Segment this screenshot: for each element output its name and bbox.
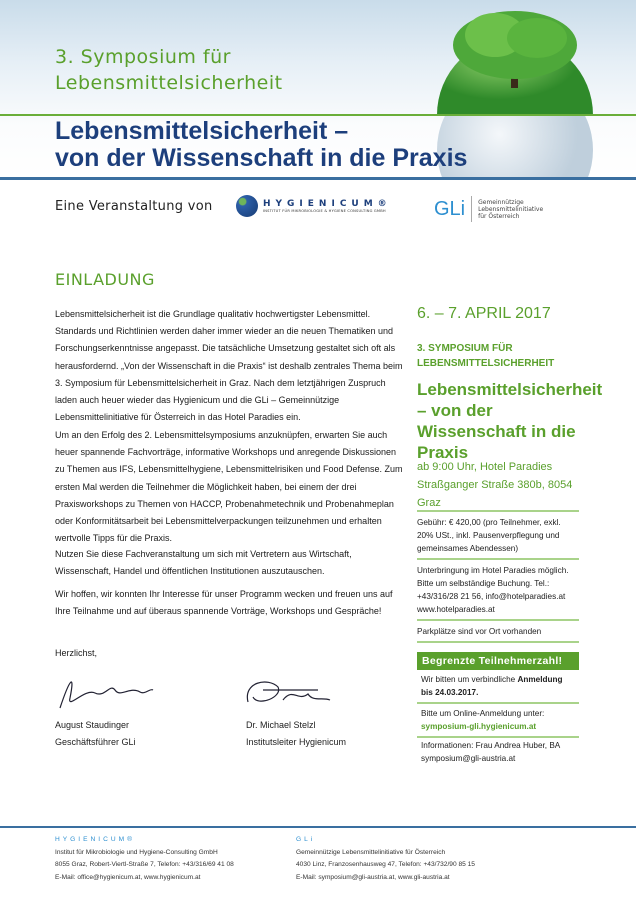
signature-stelzl (238, 672, 338, 716)
registration-online (417, 704, 579, 738)
signer-role: Institutsleiter Hygienicum (246, 737, 347, 747)
paragraph: Nutzen Sie diese Fachveranstaltung um sich mit Vertretern aus Wirtschaft, Wissenschaft, Handel und öffentlichen Institutionen auszutauschen. (55, 549, 352, 577)
paragraph: Lebensmittelsicherheit ist die Grundlage qualitativ hochwertigster Lebensmittel. Standards und Richtlinien werden daher immer wieder an die neuen Thematiken und Forschungserkenntnisse angepasst. Die tatsächliche Umsetzung gestaltet sich oft als herausfordernd. „Von der Wissenschaft in die Praxis“ ist deshalb zentrales Thema beim 3. Symposium für Lebensmittelsicherheit in Graz. Nach dem letztjährigen Zuspruch laden auch heuer wieder das Hygienicum und die GLi – Gemeinnützige Lebensmittelinitiative für Österreich in das Hotel Paradies ein. (55, 309, 403, 423)
footer-org-name: HYGIENICUM® (55, 836, 135, 843)
signer-name: August Staudinger (55, 720, 130, 730)
event-address: Straßganger Straße 380b, 8054 Graz (417, 479, 573, 509)
event-time-place: ab 9:00 Uhr, Hotel Paradies (417, 461, 553, 473)
event-location (417, 458, 579, 512)
event-info (417, 510, 579, 643)
signer-role: Geschäftsführer GLi (55, 737, 136, 747)
logo-separator (471, 196, 472, 222)
contact-email[interactable]: symposium@gli-austria.at (421, 754, 516, 763)
footer-hygienicum (55, 834, 234, 884)
organizer-label: Eine Veranstaltung von (55, 199, 213, 214)
gli-name: GLi (434, 197, 466, 220)
footer-line: Institut für Mikrobiologie und Hygiene-Consulting GmbH (55, 848, 218, 856)
footer-line: E-Mail: symposium@gli-austria.at, www.gli-austria.at (296, 873, 450, 881)
fee-info: Gebühr: € 420,00 (pro Teilnehmer, exkl. 20% USt., inkl. Pausenverpflegung und gemeinsames Abendessen) (417, 510, 579, 558)
hygienicum-subtitle: INSTITUT FÜR MIKROBIOLOGIE & HYGIENE CONSULTING GMBH (263, 209, 386, 213)
paragraph: Um an den Erfolg des 2. Lebensmittelsymposiums anzuknüpfen, erwarten Sie auch heuer spannende Fachvorträge, informative Workshops und anregende Diskussionen zu Themen aus IFS, Lebensmittelhygiene, Lebensmittelrisiken und Food Defense. Zum ersten Mal werden die Teilnehmer die Möglichkeit haben, bei einem der drei Praxisworkshops zu Themen von HACCP, Probenahmetechnik und Probenahmeplan oder Konformitätsarbeit bei Lebensmittelverpackungen teilzunehmen und erhalten wertvolle Tipps für die Praxis. (55, 430, 403, 544)
registration-deadline (417, 670, 579, 704)
footer-line: Gemeinnützige Lebensmittelinitiative für Österreich (296, 848, 446, 856)
registration-header: Begrenzte Teilnehmerzahl! (417, 652, 579, 670)
footer-line: E-Mail: office@hygienicum.at, www.hygienicum.at (55, 873, 201, 881)
blue-divider (0, 177, 636, 180)
paragraph: Wir hoffen, wir konnten Ihr Interesse für unser Programm wecken und freuen uns auf Ihre Teilnahme und auf überaus spannende Vorträge, Workshops und Gespräche! (55, 589, 393, 617)
title-line-2: von der Wissenschaft in die Praxis (55, 144, 468, 172)
contact-info (417, 739, 579, 765)
event-date: 6. – 7. APRIL 2017 (417, 305, 551, 322)
footer-org-name: GLi (296, 836, 316, 843)
green-divider (0, 114, 636, 116)
footer-divider (0, 826, 636, 828)
event-symposium: 3. SYMPOSIUM FÜR LEBENSMITTELSICHERHEIT (417, 343, 555, 369)
globe-icon (236, 195, 258, 217)
deadline-bold: Anmeldung bis 24.03.2017. (421, 675, 563, 697)
signer-1 (55, 717, 136, 751)
gli-text: für Österreich (478, 212, 520, 220)
parking-info: Parkplätze sind vor Ort vorhanden (417, 619, 579, 643)
signature-staudinger (55, 668, 155, 716)
subtitle-line-2: Lebensmittelsicherheit (55, 72, 283, 94)
online-label: Bitte um Online-Anmeldung unter: (421, 709, 545, 718)
contact-name: Informationen: Frau Andrea Huber, BA (421, 741, 561, 750)
closing: Herzlichst, (55, 648, 98, 658)
hygienicum-logo (236, 195, 392, 217)
signer-2 (246, 717, 346, 751)
gli-text: Lebensmittelinitiative (478, 205, 544, 213)
footer-gli (296, 834, 475, 884)
signer-name: Dr. Michael Stelzl (246, 720, 316, 730)
footer-line: 8055 Graz, Robert-Viertl-Straße 7, Telefon: +43/316/69 41 08 (55, 861, 234, 868)
event-subtitle (55, 44, 283, 96)
registration-link[interactable]: symposium-gli.hygienicum.at (421, 722, 537, 731)
letter-heading: EINLADUNG (55, 270, 155, 289)
gli-logo (434, 196, 543, 222)
event-title: Lebensmittelsicherheit – von der Wissenschaft in die Praxis (417, 380, 603, 462)
footer-line: 4030 Linz, Franzosenhausweg 47, Telefon: +43/732/90 85 15 (296, 861, 475, 868)
title-line-1: Lebensmittelsicherheit – (55, 117, 349, 145)
gli-text: Gemeinnützige (478, 198, 524, 206)
hygienicum-name: HYGIENICUM® (263, 199, 392, 209)
registration-box (417, 652, 579, 738)
subtitle-line-1: 3. Symposium für (55, 46, 231, 68)
deadline-text: Wir bitten um verbindliche (421, 675, 518, 684)
page-title (55, 118, 467, 172)
accommodation-info: Unterbringung im Hotel Paradies möglich. Bitte um selbständige Buchung. Tel.: +43/316/28 21 56, info@hotelparadies.at www.hotelparadies.at (417, 558, 579, 619)
